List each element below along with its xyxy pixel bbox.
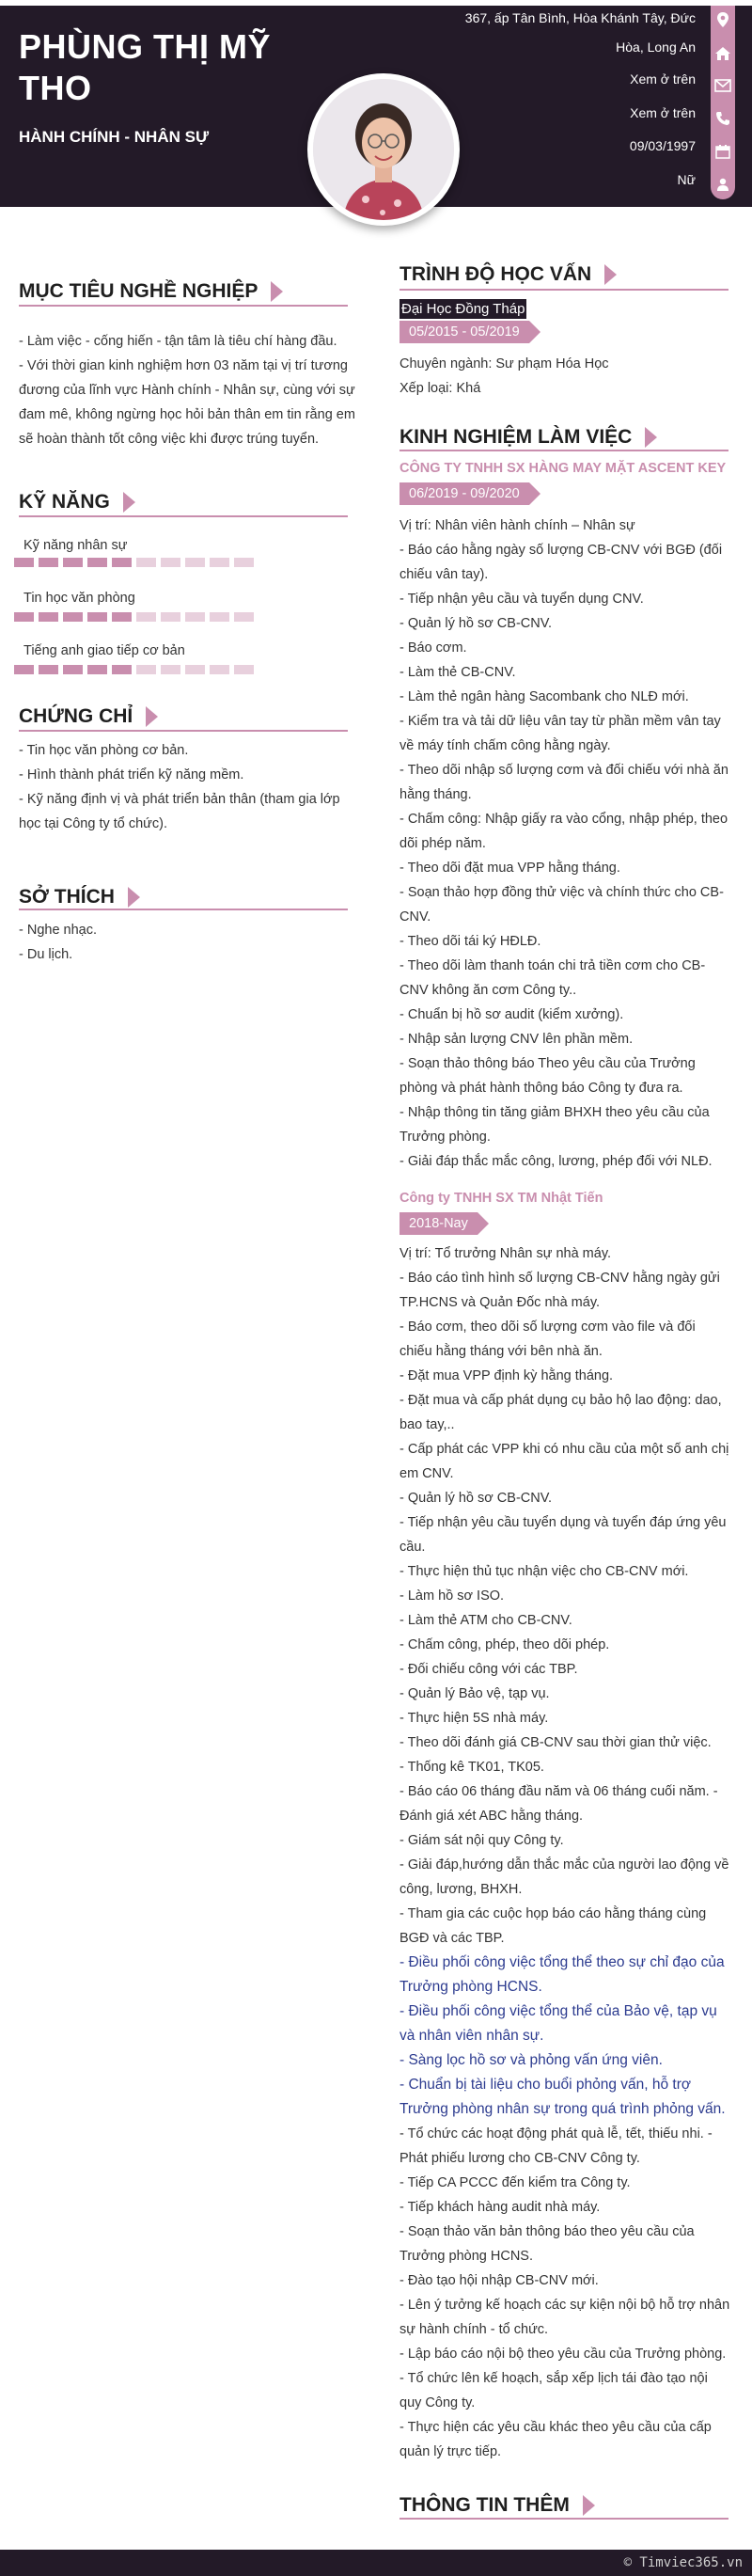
job-duty-line: - Điều phối công việc tổng thể của Bảo vệ, tạp vụ và nhân viên nhân sự. [400,2003,717,2044]
footer [0,2550,752,2576]
job1-description [400,514,730,1174]
skill-level-bar [14,612,254,622]
section-divider [19,515,348,517]
job-duty-line: - Quản lý Bảo vệ, tạp vụ. [400,1686,550,1701]
experience-title: KINH NGHIỆM LÀM VIỆC [400,426,657,449]
job-duty-line: - Tiếp nhận yêu cầu và tuyển dụng CNV. [400,592,644,607]
watermark: © Timviec365.vn [623,2555,743,2570]
job-duty-line: - Làm thẻ CB-CNV. [400,665,516,680]
education-details [400,352,733,401]
education-grade: Xếp loại: Khá [400,381,481,396]
hobbies-text [19,918,359,967]
job-duty-line: - Đặt mua VPP định kỳ hằng tháng. [400,1368,614,1383]
section-divider [400,2518,728,2520]
job-duty-line: - Cấp phát các VPP khi có nhu cầu của một số anh chị em CNV. [400,1442,729,1481]
job-duty-line: - Theo dõi tái ký HĐLĐ. [400,934,541,949]
calendar-icon [714,143,731,160]
job-duty-line: - Theo dõi làm thanh toán chi trả tiền cơm cho CB-CNV không ăn cơm Công ty.. [400,958,706,998]
job2-description [400,1241,730,2464]
gender-value: Nữ [677,172,696,187]
birthday-value: 09/03/1997 [629,138,696,153]
company-name: Công ty TNHH SX TM Nhật Tiến [400,1191,603,1206]
hobbies-title: SỞ THÍCH [19,886,140,909]
objective-text [19,329,359,451]
job-duty-line: - Chấm công, phép, theo dõi phép. [400,1637,610,1652]
job-duty-line: - Chuẩn bị hồ sơ audit (kiểm xưởng). [400,1007,624,1022]
job-duty-line: - Theo dõi đánh giá CB-CNV sau thời gian thử việc. [400,1735,712,1750]
job-duty-line: Vị trí: Tổ trưởng Nhân sự nhà máy. [400,1246,612,1261]
email-value: Xem ở trên [630,71,696,87]
skill-name: Tin học văn phòng [24,591,135,606]
certificates-text [19,738,359,836]
job-period-badge: 06/2019 - 09/2020 [400,482,529,505]
job-duty-line: - Làm thẻ ngân hàng Sacombank cho NLĐ mới. [400,689,689,704]
contact-icon-strip [711,6,735,199]
job-duty-line: - Báo cáo 06 tháng đầu năm và 06 tháng cuối năm. - Đánh giá xét ABC hằng tháng. [400,1784,718,1824]
job-duty-line: - Tiếp nhận yêu cầu tuyển dụng và tuyển đáp ứng yêu cầu. [400,1515,727,1555]
section-divider [400,289,728,291]
section-arrow-icon [604,264,617,285]
section-arrow-icon [271,281,283,302]
section-arrow-icon [645,427,657,448]
phone-value: Xem ở trên [630,105,696,120]
skill-level-bar [14,558,254,567]
job-duty-line: - Chấm công: Nhập giấy ra vào cổng, nhập phép, theo dõi phép năm. [400,812,728,851]
job-title: HÀNH CHÍNH - NHÂN SỰ [19,128,210,146]
education-title: TRÌNH ĐỘ HỌC VẤN [400,263,617,286]
phone-icon [714,110,731,127]
job-duty-line: - Chuẩn bị tài liệu cho buổi phỏng vấn, hỗ trợ Trưởng phòng nhân sự trong quá trình phỏng vấn. [400,2077,726,2117]
certificate-line: - Tin học văn phòng cơ bản. [19,743,189,758]
job-duty-line: - Lên ý tưởng kế hoạch các sự kiện nội bộ hỗ trợ nhân sự hành chính - tổ chức. [400,2298,730,2337]
objective-line: - Làm việc - cống hiến - tận tâm là tiêu chí hàng đầu. [19,334,337,349]
company-name: CÔNG TY TNHH SX HÀNG MAY MẶT ASCENT KEY [400,461,727,476]
skills-title: KỸ NĂNG [19,491,135,514]
mail-icon [714,77,731,94]
address-line-1: 367, ấp Tân Bình, Hòa Khánh Tây, Đức [464,10,696,25]
job-duty-line: - Soạn thảo văn bản thông báo theo yêu cầu của Trưởng phòng HCNS. [400,2224,695,2264]
job-duty-line: - Thực hiện thủ tục nhận việc cho CB-CNV mới. [400,1564,689,1579]
objective-title: MỤC TIÊU NGHỀ NGHIỆP [19,280,283,303]
job-duty-line: - Đối chiếu công với các TBP. [400,1662,578,1677]
job-duty-line: - Thực hiện 5S nhà máy. [400,1711,549,1726]
certificate-line: - Hình thành phát triển kỹ năng mềm. [19,767,244,782]
job-duty-line: - Lập báo cáo nội bộ theo yêu cầu của Trưởng phòng. [400,2347,727,2362]
more-info-title: THÔNG TIN THÊM [400,2494,595,2517]
hobby-line: - Du lịch. [19,947,73,962]
job-duty-line: - Đặt mua và cấp phát dụng cụ bảo hộ lao động: dao, bao tay,.. [400,1393,722,1432]
job-duty-line: Vị trí: Nhân viên hành chính – Nhân sự [400,518,635,533]
job-duty-line: - Quản lý hồ sơ CB-CNV. [400,1491,553,1506]
job-duty-line: - Theo dõi đặt mua VPP hằng tháng. [400,861,620,876]
job-duty-line: - Quản lý hồ sơ CB-CNV. [400,616,553,631]
address-line-2: Hòa, Long An [616,40,696,55]
job-duty-line: - Giám sát nội quy Công ty. [400,1833,564,1848]
section-arrow-icon [146,706,158,727]
education-period-badge: 05/2015 - 05/2019 [400,321,529,343]
job-duty-line: - Giải đáp thắc mắc công, lương, phép đối với NLĐ. [400,1154,713,1169]
job-duty-line: - Nhập thông tin tăng giảm BHXH theo yêu cầu của Trưởng phòng. [400,1105,710,1145]
skill-name: Kỹ năng nhân sự [24,538,128,553]
job-duty-line: - Tổ chức các hoạt động phát quà lễ, tết, thiếu nhi. - Phát phiếu lương cho CB-CNV Công ty. [400,2126,713,2166]
job-duty-line: - Điều phối công việc tổng thể theo sự chỉ đạo của Trưởng phòng HCNS. [400,1954,725,1995]
job-duty-line: - Báo cáo tình hình số lượng CB-CNV hằng ngày gửi TP.HCNS và Quản Đốc nhà máy. [400,1271,720,1310]
objective-line: - Với thời gian kinh nghiệm hơn 03 năm tại vị trí tương đương của lĩnh vực Hành chính - Nhân sự, cùng với sự đam mê, không ngừng học hỏi bản thân em tin rằng em sẽ hoàn thành tốt công việc khi được trúng tuyển. [19,358,355,447]
section-divider [19,730,348,732]
job-duty-line: - Báo cáo hằng ngày số lượng CB-CNV với BGĐ (đối chiếu vân tay). [400,543,723,582]
job-duty-line: - Thực hiện các yêu cầu khác theo yêu cầu của cấp quản lý trực tiếp. [400,2420,712,2459]
job-duty-line: - Theo dõi nhập số lượng cơm và đối chiếu với nhà ăn hằng tháng. [400,763,728,802]
job-duty-line: - Làm hồ sơ ISO. [400,1588,505,1604]
section-arrow-icon [123,492,135,513]
job-duty-line: - Thống kê TK01, TK05. [400,1760,544,1775]
job-duty-line: - Làm thẻ ATM cho CB-CNV. [400,1613,572,1628]
section-arrow-icon [583,2495,595,2516]
education-major: Chuyên ngành: Sư phạm Hóa Học [400,356,609,371]
hobby-line: - Nghe nhạc. [19,923,98,938]
job-duty-line: - Tổ chức lên kế hoạch, sắp xếp lịch tái đào tạo nội quy Công ty. [400,2371,708,2410]
job-duty-line: - Sàng lọc hồ sơ và phỏng vấn ứng viên. [400,2052,663,2068]
section-divider [19,305,348,307]
school-name: Đại Học Đồng Tháp [401,301,525,317]
section-divider [19,909,348,910]
certificate-line: - Kỹ năng định vị và phát triển bản thân (tham gia lớp học tại Công ty tổ chức). [19,792,340,831]
gender-icon [714,176,731,193]
skill-level-bar [14,665,254,674]
job-period-badge: 2018-Nay [400,1212,478,1235]
job-duty-line: - Tiếp CA PCCC đến kiểm tra Công ty. [400,2175,631,2190]
candidate-name: PHÙNG THỊ MỸ THO [19,27,272,107]
job-duty-line: - Giải đáp,hướng dẫn thắc mắc của người lao động về công, lương, BHXH. [400,1857,729,1897]
job-duty-line: - Soạn thảo hợp đồng thử việc và chính thức cho CB-CNV. [400,885,724,925]
section-arrow-icon [128,887,140,908]
certificates-title: CHỨNG CHỈ [19,705,158,728]
location-icon [714,11,731,28]
job-duty-line: - Nhập sản lượng CNV lên phần mềm. [400,1032,634,1047]
job-duty-line: - Đào tạo hội nhập CB-CNV mới. [400,2273,599,2288]
job-duty-line: - Soạn thảo thông báo Theo yêu cầu của Trưởng phòng và phát hành thông báo Công ty đưa ra. [400,1056,696,1096]
section-divider [400,450,728,451]
job-duty-line: - Kiểm tra và tải dữ liệu vân tay từ phần mềm vân tay về máy tính chấm công hằng ngày. [400,714,721,753]
job-duty-line: - Tham gia các cuộc họp báo cáo hằng tháng cùng BGĐ và các TBP. [400,1906,707,1946]
job-duty-line: - Tiếp khách hàng audit nhà máy. [400,2200,601,2215]
job-duty-line: - Báo cơm, theo dõi số lượng cơm vào file và đối chiếu hằng tháng với bên nhà ăn. [400,1320,696,1359]
skill-name: Tiếng anh giao tiếp cơ bản [24,643,185,658]
home-icon [714,45,731,62]
job-duty-line: - Báo cơm. [400,640,467,656]
